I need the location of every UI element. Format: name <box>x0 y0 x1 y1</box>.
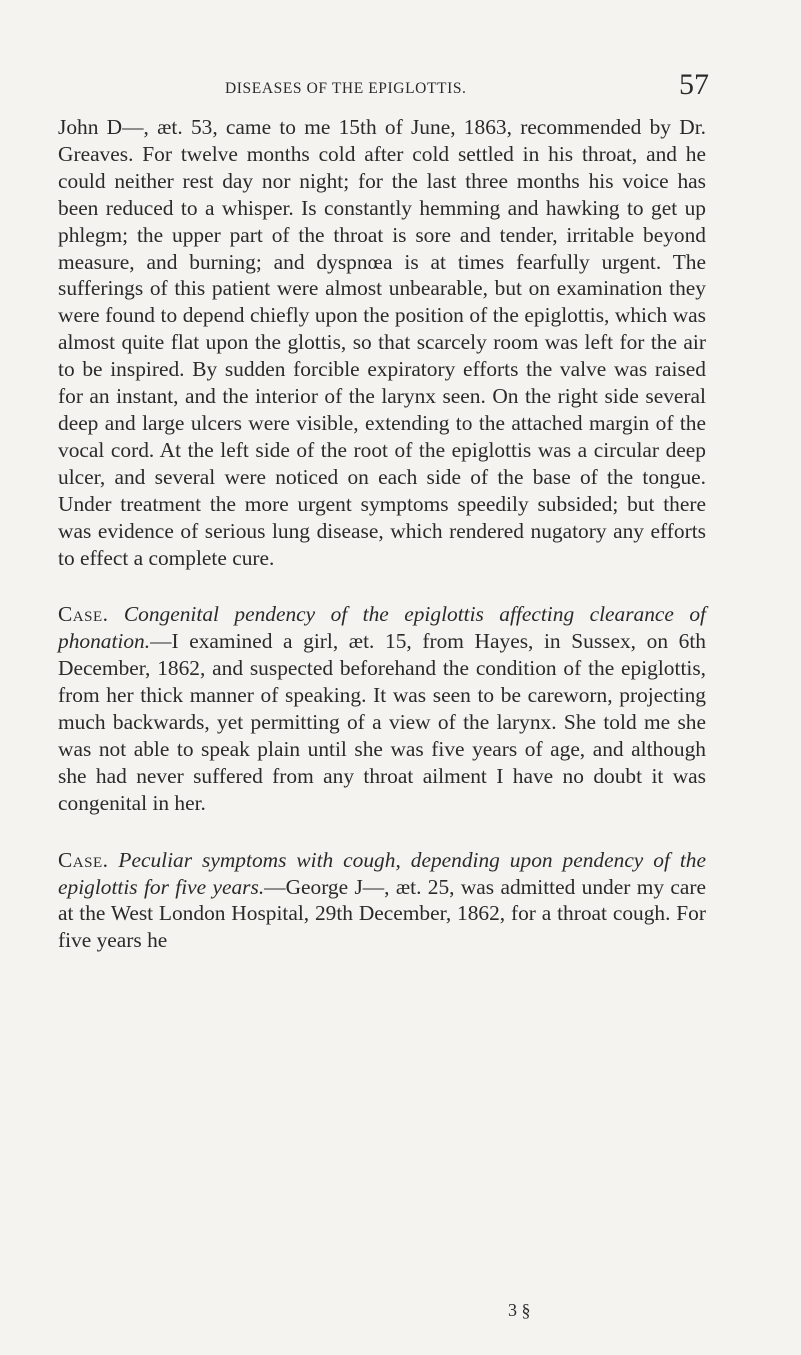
case-body: —George J—, æt. 25, was admitted under my care at the West London Hospital, 29th December, 1862, for a throat cough. For five years he <box>58 874 706 953</box>
case-body: —I examined a girl, æt. 15, from Hayes, in Sussex, on 6th December, 1862, and suspected beforehand the condition of the epiglottis, from her thick manner of speaking. It was seen to be careworn, projecting much backwards, yet permitting of a view of the larynx. She told me she was not able to speak plain until she was five years of age, and although she had never suffered from any throat ailment I have no doubt it was congenital in her. <box>58 629 706 815</box>
case-label: Case. <box>58 847 109 872</box>
paragraph-john-d: John D—, æt. 53, came to me 15th of June, 1863, recommended by Dr. Greaves. For twelve months cold after cold settled in his throat, and he could neither rest day nor night; for the last three months his voice has been reduced to a whisper. Is constantly hemming and hawking to get up phlegm; the upper part of the throat is sore and tender, irritable beyond measure, and burning; and dyspnœa is at times fearfully urgent. The sufferings of this patient were almost unbearable, but on examination they were found to depend chiefly upon the position of the epiglottis, which was almost quite flat upon the glottis, so that scarcely room was left for the air to be inspired. By sudden forcible expiratory efforts the valve was raised for an instant, and the interior of the larynx seen. On the right side several deep and large ulcers were visible, extending to the attached margin of the vocal cord. At the left side of the root of the epiglottis was a circular deep ulcer, and several were noticed on each side of the base of the tongue. Under treatment the more urgent symptoms speedily subsided; but there was evidence of serious lung disease, which rendered nugatory any efforts to effect a complete cure. <box>58 115 706 570</box>
running-head <box>0 68 801 108</box>
case-title: Peculiar symptoms with cough, depending upon pendency of the epiglottis for five years. <box>58 847 706 899</box>
signature-mark: 3 § <box>508 1300 531 1320</box>
case-title: Congenital pendency of the epiglottis affecting clearance of phonation. <box>58 602 706 654</box>
page-number: 57 <box>679 68 709 101</box>
paragraph-case-congenital-pendency <box>58 601 706 816</box>
case-label: Case. <box>58 602 109 627</box>
running-title: DISEASES OF THE EPIGLOTTIS. <box>225 80 467 97</box>
paragraph-case-peculiar-symptoms <box>58 847 706 955</box>
body-text <box>58 114 706 954</box>
